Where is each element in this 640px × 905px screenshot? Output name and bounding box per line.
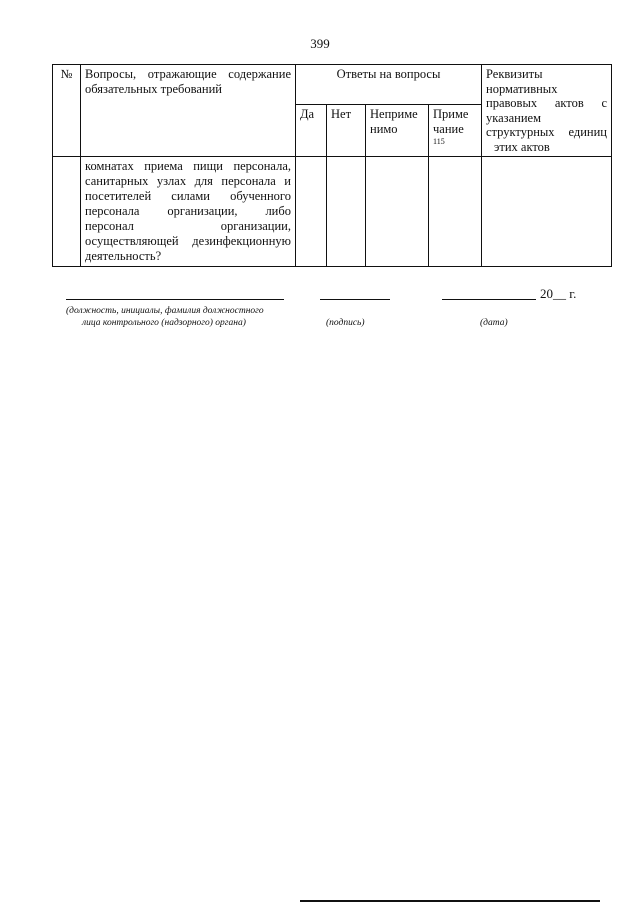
answer-yes-cell[interactable]: [296, 157, 327, 267]
row-number: [53, 157, 81, 267]
header-not-applicable: [366, 104, 429, 156]
header-number: №: [53, 65, 81, 157]
answer-no-cell[interactable]: [327, 157, 366, 267]
bottom-edge-line: [300, 900, 600, 902]
header-yes: Да: [296, 104, 327, 156]
header-note-footnote: 115: [433, 136, 445, 146]
requisites-line: указанием: [486, 110, 542, 125]
date-line[interactable]: [442, 299, 536, 300]
header-no: Нет: [327, 104, 366, 156]
header-requisites: [482, 65, 612, 157]
checklist-table: [52, 64, 612, 267]
header-not-applicable-line: нимо: [370, 121, 398, 136]
question-line: комнатах приема пищи персонала,: [85, 159, 291, 173]
question-line: персонала организации, либо: [85, 204, 291, 218]
requisites-line: Реквизиты: [486, 67, 543, 81]
requisites-line: правовых актов с: [486, 96, 607, 110]
table-row: [53, 157, 612, 267]
year-label: 20__ г.: [540, 286, 577, 301]
question-line: персонал организации,: [85, 219, 291, 233]
caption-signature: (подпись): [326, 318, 365, 328]
requisites-line: этих актов: [494, 139, 550, 154]
answer-not-applicable-cell[interactable]: [366, 157, 429, 267]
requisites-cell[interactable]: [482, 157, 612, 267]
caption-position-line: лица контрольного (надзорного) органа): [82, 318, 246, 328]
table-header-row: [53, 65, 612, 105]
question-line: деятельность?: [85, 249, 162, 263]
position-line[interactable]: [66, 299, 284, 300]
header-question: Вопросы, отражающие содержание обязательных требований: [81, 65, 296, 157]
header-answers: Ответы на вопросы: [296, 65, 482, 105]
header-note-line: чание: [433, 121, 464, 136]
question-line: посетителей силами обученного: [85, 189, 291, 203]
answer-note-cell[interactable]: [429, 157, 482, 267]
caption-position-line: (должность, инициалы, фамилия должностного: [66, 306, 264, 316]
page-number: 399: [310, 36, 330, 51]
caption-date: (дата): [480, 318, 508, 328]
header-note: [429, 104, 482, 156]
row-question: [81, 157, 296, 267]
requisites-line: структурных единиц: [486, 125, 607, 139]
requisites-line: нормативных: [486, 81, 558, 96]
header-not-applicable-line: Неприме: [370, 106, 418, 121]
signature-line[interactable]: [320, 299, 390, 300]
question-line: санитарных узлах для персонала и: [85, 174, 291, 188]
header-note-line: Приме: [433, 106, 469, 121]
question-line: осуществляющей дезинфекционную: [85, 234, 291, 248]
caption-position: [66, 305, 264, 329]
